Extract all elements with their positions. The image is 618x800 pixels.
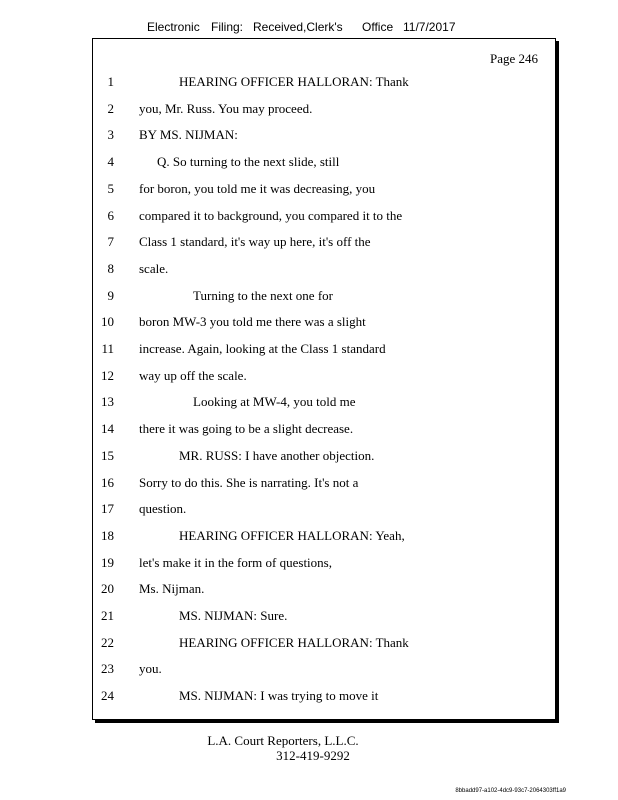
line-number: 19 xyxy=(101,555,114,570)
transcript-line xyxy=(93,100,555,118)
filing-office: Office xyxy=(362,20,394,34)
line-number: 18 xyxy=(101,528,114,543)
transcript-line xyxy=(93,660,555,678)
line-text: HEARING OFFICER HALLORAN: Thank xyxy=(179,74,409,89)
line-number: 21 xyxy=(101,608,114,623)
transcript-line xyxy=(93,126,555,144)
transcript-line xyxy=(93,393,555,411)
line-number: 15 xyxy=(101,448,114,463)
transcript-line xyxy=(93,180,555,198)
line-number: 12 xyxy=(101,368,114,383)
line-number: 5 xyxy=(107,181,114,196)
line-number: 22 xyxy=(101,635,114,650)
transcript-line xyxy=(93,634,555,652)
line-number: 10 xyxy=(101,314,114,329)
line-text: HEARING OFFICER HALLORAN: Thank xyxy=(179,635,409,650)
line-number: 3 xyxy=(107,127,114,142)
line-text: you. xyxy=(139,661,162,676)
line-number: 16 xyxy=(101,475,114,490)
line-number: 14 xyxy=(101,421,114,436)
line-text: Q. So turning to the next slide, still xyxy=(157,154,340,169)
transcript-line xyxy=(93,73,555,91)
line-text: you, Mr. Russ. You may proceed. xyxy=(139,101,313,116)
transcript-line xyxy=(93,580,555,598)
line-text: BY MS. NIJMAN: xyxy=(139,127,238,142)
line-number: 23 xyxy=(101,661,114,676)
line-text: MS. NIJMAN: Sure. xyxy=(179,608,288,623)
transcript-line xyxy=(93,367,555,385)
line-number: 20 xyxy=(101,581,114,596)
line-text: question. xyxy=(139,501,187,516)
line-number: 9 xyxy=(107,288,114,303)
transcript-line xyxy=(93,153,555,171)
transcript-line xyxy=(93,527,555,545)
transcript-line xyxy=(93,447,555,465)
line-text: increase. Again, looking at the Class 1 standard xyxy=(139,341,386,356)
line-text: compared it to background, you compared it to the xyxy=(139,208,403,223)
page-number: Page 246 xyxy=(489,51,538,66)
filing-stamp xyxy=(0,20,618,36)
line-number: 11 xyxy=(101,341,114,356)
line-number: 6 xyxy=(107,208,114,223)
line-text: boron MW-3 you told me there was a slight xyxy=(139,314,366,329)
line-text: HEARING OFFICER HALLORAN: Yeah, xyxy=(179,528,405,543)
document-id: 8bbadd97-a102-4dc9-93c7-2064303ff1a9 xyxy=(455,788,566,794)
line-number: 2 xyxy=(107,101,114,116)
line-text: MR. RUSS: I have another objection. xyxy=(179,448,375,463)
transcript-page xyxy=(92,38,556,720)
line-text: let's make it in the form of questions, xyxy=(139,555,332,570)
line-number: 17 xyxy=(101,501,114,516)
transcript-line xyxy=(93,207,555,225)
transcript-line xyxy=(93,420,555,438)
line-text: Looking at MW-4, you told me xyxy=(193,394,356,409)
transcript-line xyxy=(93,554,555,572)
filing-date: 11/7/2017 xyxy=(403,20,456,34)
transcript-line xyxy=(93,340,555,358)
filing-electronic: Electronic xyxy=(147,20,200,34)
transcript-line xyxy=(93,313,555,331)
line-number: 13 xyxy=(101,394,114,409)
line-number: 8 xyxy=(107,261,114,276)
line-text: Ms. Nijman. xyxy=(139,581,205,596)
line-text: Class 1 standard, it's way up here, it's off the xyxy=(139,234,371,249)
line-text: way up off the scale. xyxy=(139,368,247,383)
filing-label: Filing: xyxy=(211,20,244,34)
footer xyxy=(0,733,618,763)
court-reporter-name: L.A. Court Reporters, L.L.C. xyxy=(207,733,359,748)
transcript-line xyxy=(93,287,555,305)
line-number: 7 xyxy=(107,234,114,249)
line-text: for boron, you told me it was decreasing, you xyxy=(139,181,376,196)
court-reporter-phone: 312-419-9292 xyxy=(276,748,350,763)
line-number: 4 xyxy=(107,154,114,169)
line-text: Turning to the next one for xyxy=(193,288,333,303)
line-text: MS. NIJMAN: I was trying to move it xyxy=(179,688,379,703)
line-text: Sorry to do this. She is narrating. It's not a xyxy=(139,475,359,490)
transcript-line xyxy=(93,500,555,518)
transcript-line xyxy=(93,687,555,705)
line-number: 24 xyxy=(101,688,114,703)
transcript-line xyxy=(93,260,555,278)
line-text: scale. xyxy=(139,261,169,276)
filing-received: Received,Clerk's xyxy=(253,20,343,34)
line-text: there it was going to be a slight decrease. xyxy=(139,421,354,436)
transcript-line xyxy=(93,233,555,251)
line-number: 1 xyxy=(107,74,114,89)
transcript-line xyxy=(93,474,555,492)
transcript-line xyxy=(93,607,555,625)
